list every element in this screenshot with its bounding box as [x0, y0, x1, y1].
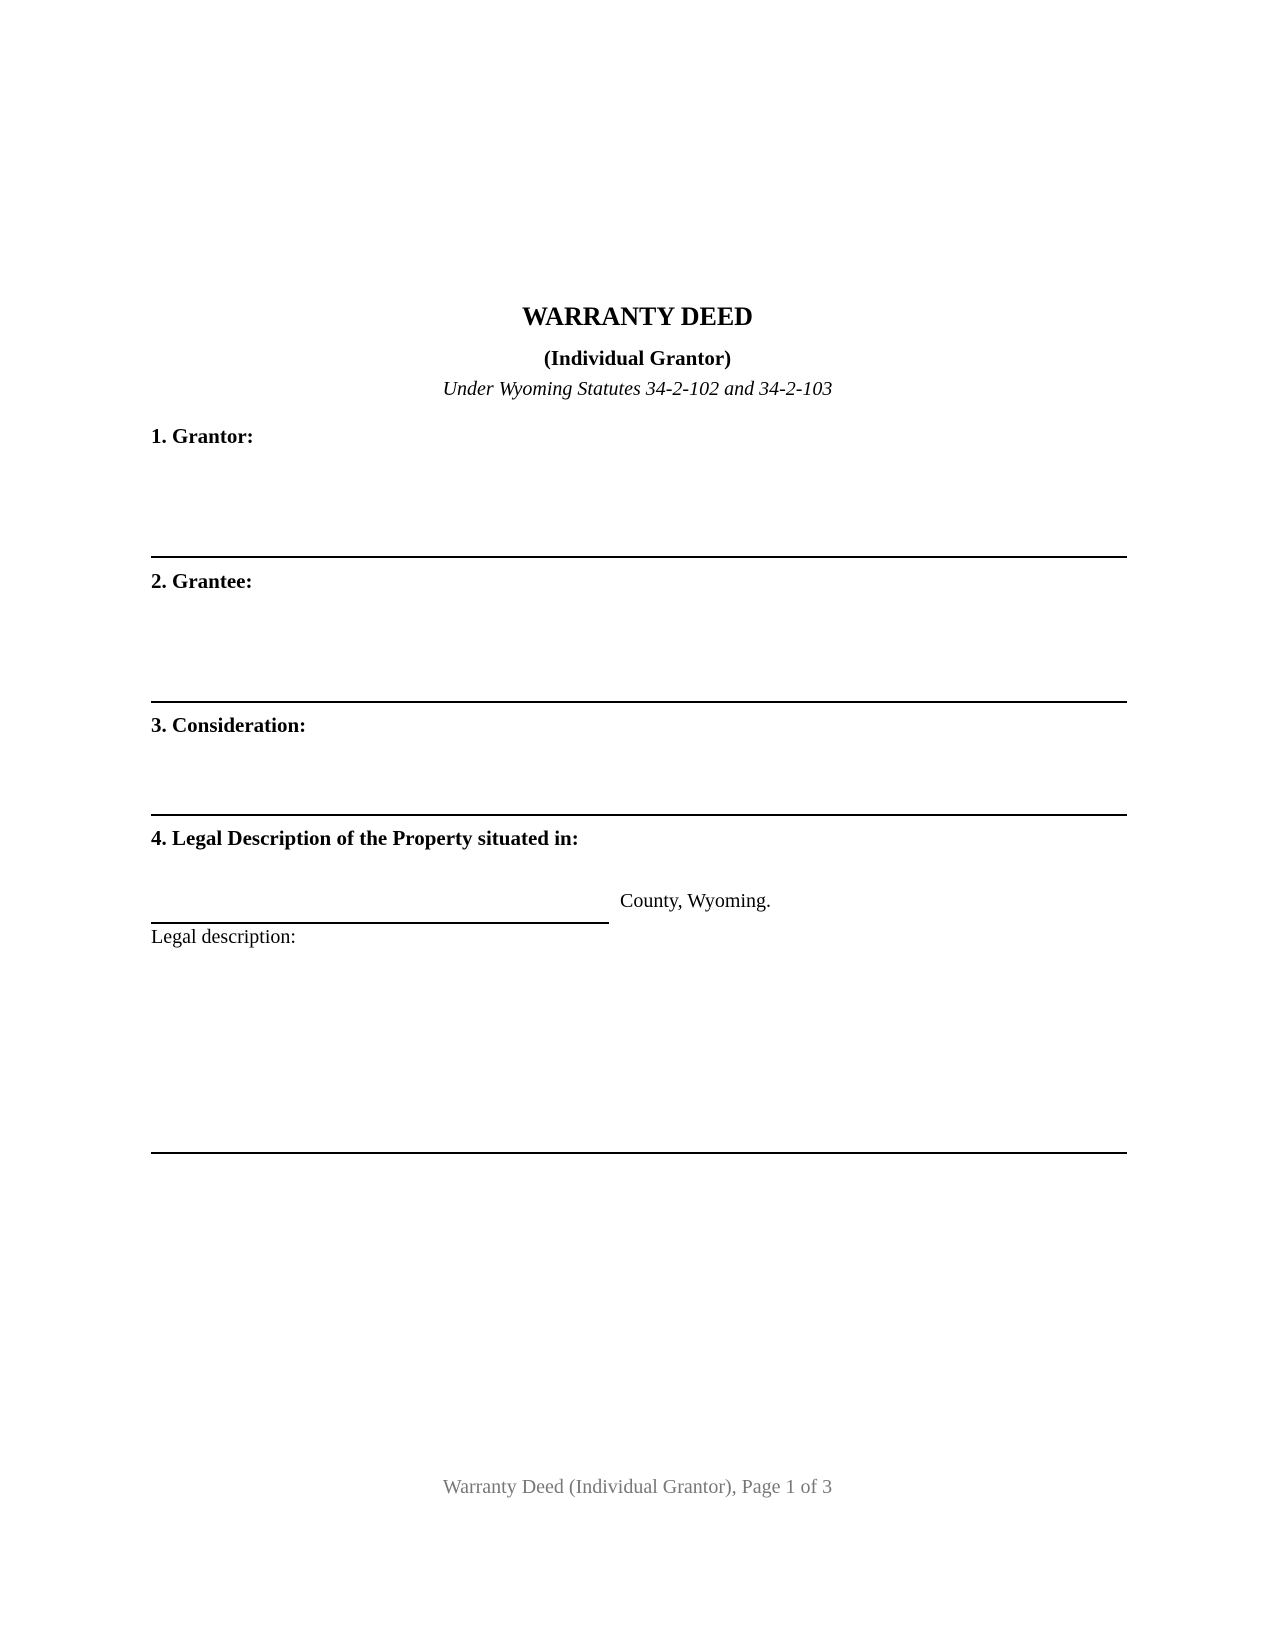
- document-title: WARRANTY DEED: [522, 302, 753, 331]
- legal-description-field[interactable]: [151, 952, 1127, 1154]
- grantor-label: 1. Grantor:: [151, 424, 254, 448]
- grantee-field[interactable]: [151, 601, 1127, 703]
- county-suffix-text: County, Wyoming.: [620, 890, 772, 912]
- legal-description-heading: 4. Legal Description of the Property situated in:: [151, 826, 579, 850]
- page-footer: Warranty Deed (Individual Grantor), Page 1 of 3: [442, 1476, 833, 1498]
- legal-description-label: Legal description:: [151, 926, 296, 948]
- county-field[interactable]: [151, 878, 609, 924]
- consideration-field[interactable]: [151, 746, 1127, 816]
- grantee-label: 2. Grantee:: [151, 569, 253, 593]
- grantor-field[interactable]: [151, 456, 1127, 558]
- document-subtitle: (Individual Grantor): [543, 346, 732, 370]
- consideration-label: 3. Consideration:: [151, 713, 307, 737]
- statute-reference: Under Wyoming Statutes 34-2-102 and 34-2-103: [442, 378, 833, 400]
